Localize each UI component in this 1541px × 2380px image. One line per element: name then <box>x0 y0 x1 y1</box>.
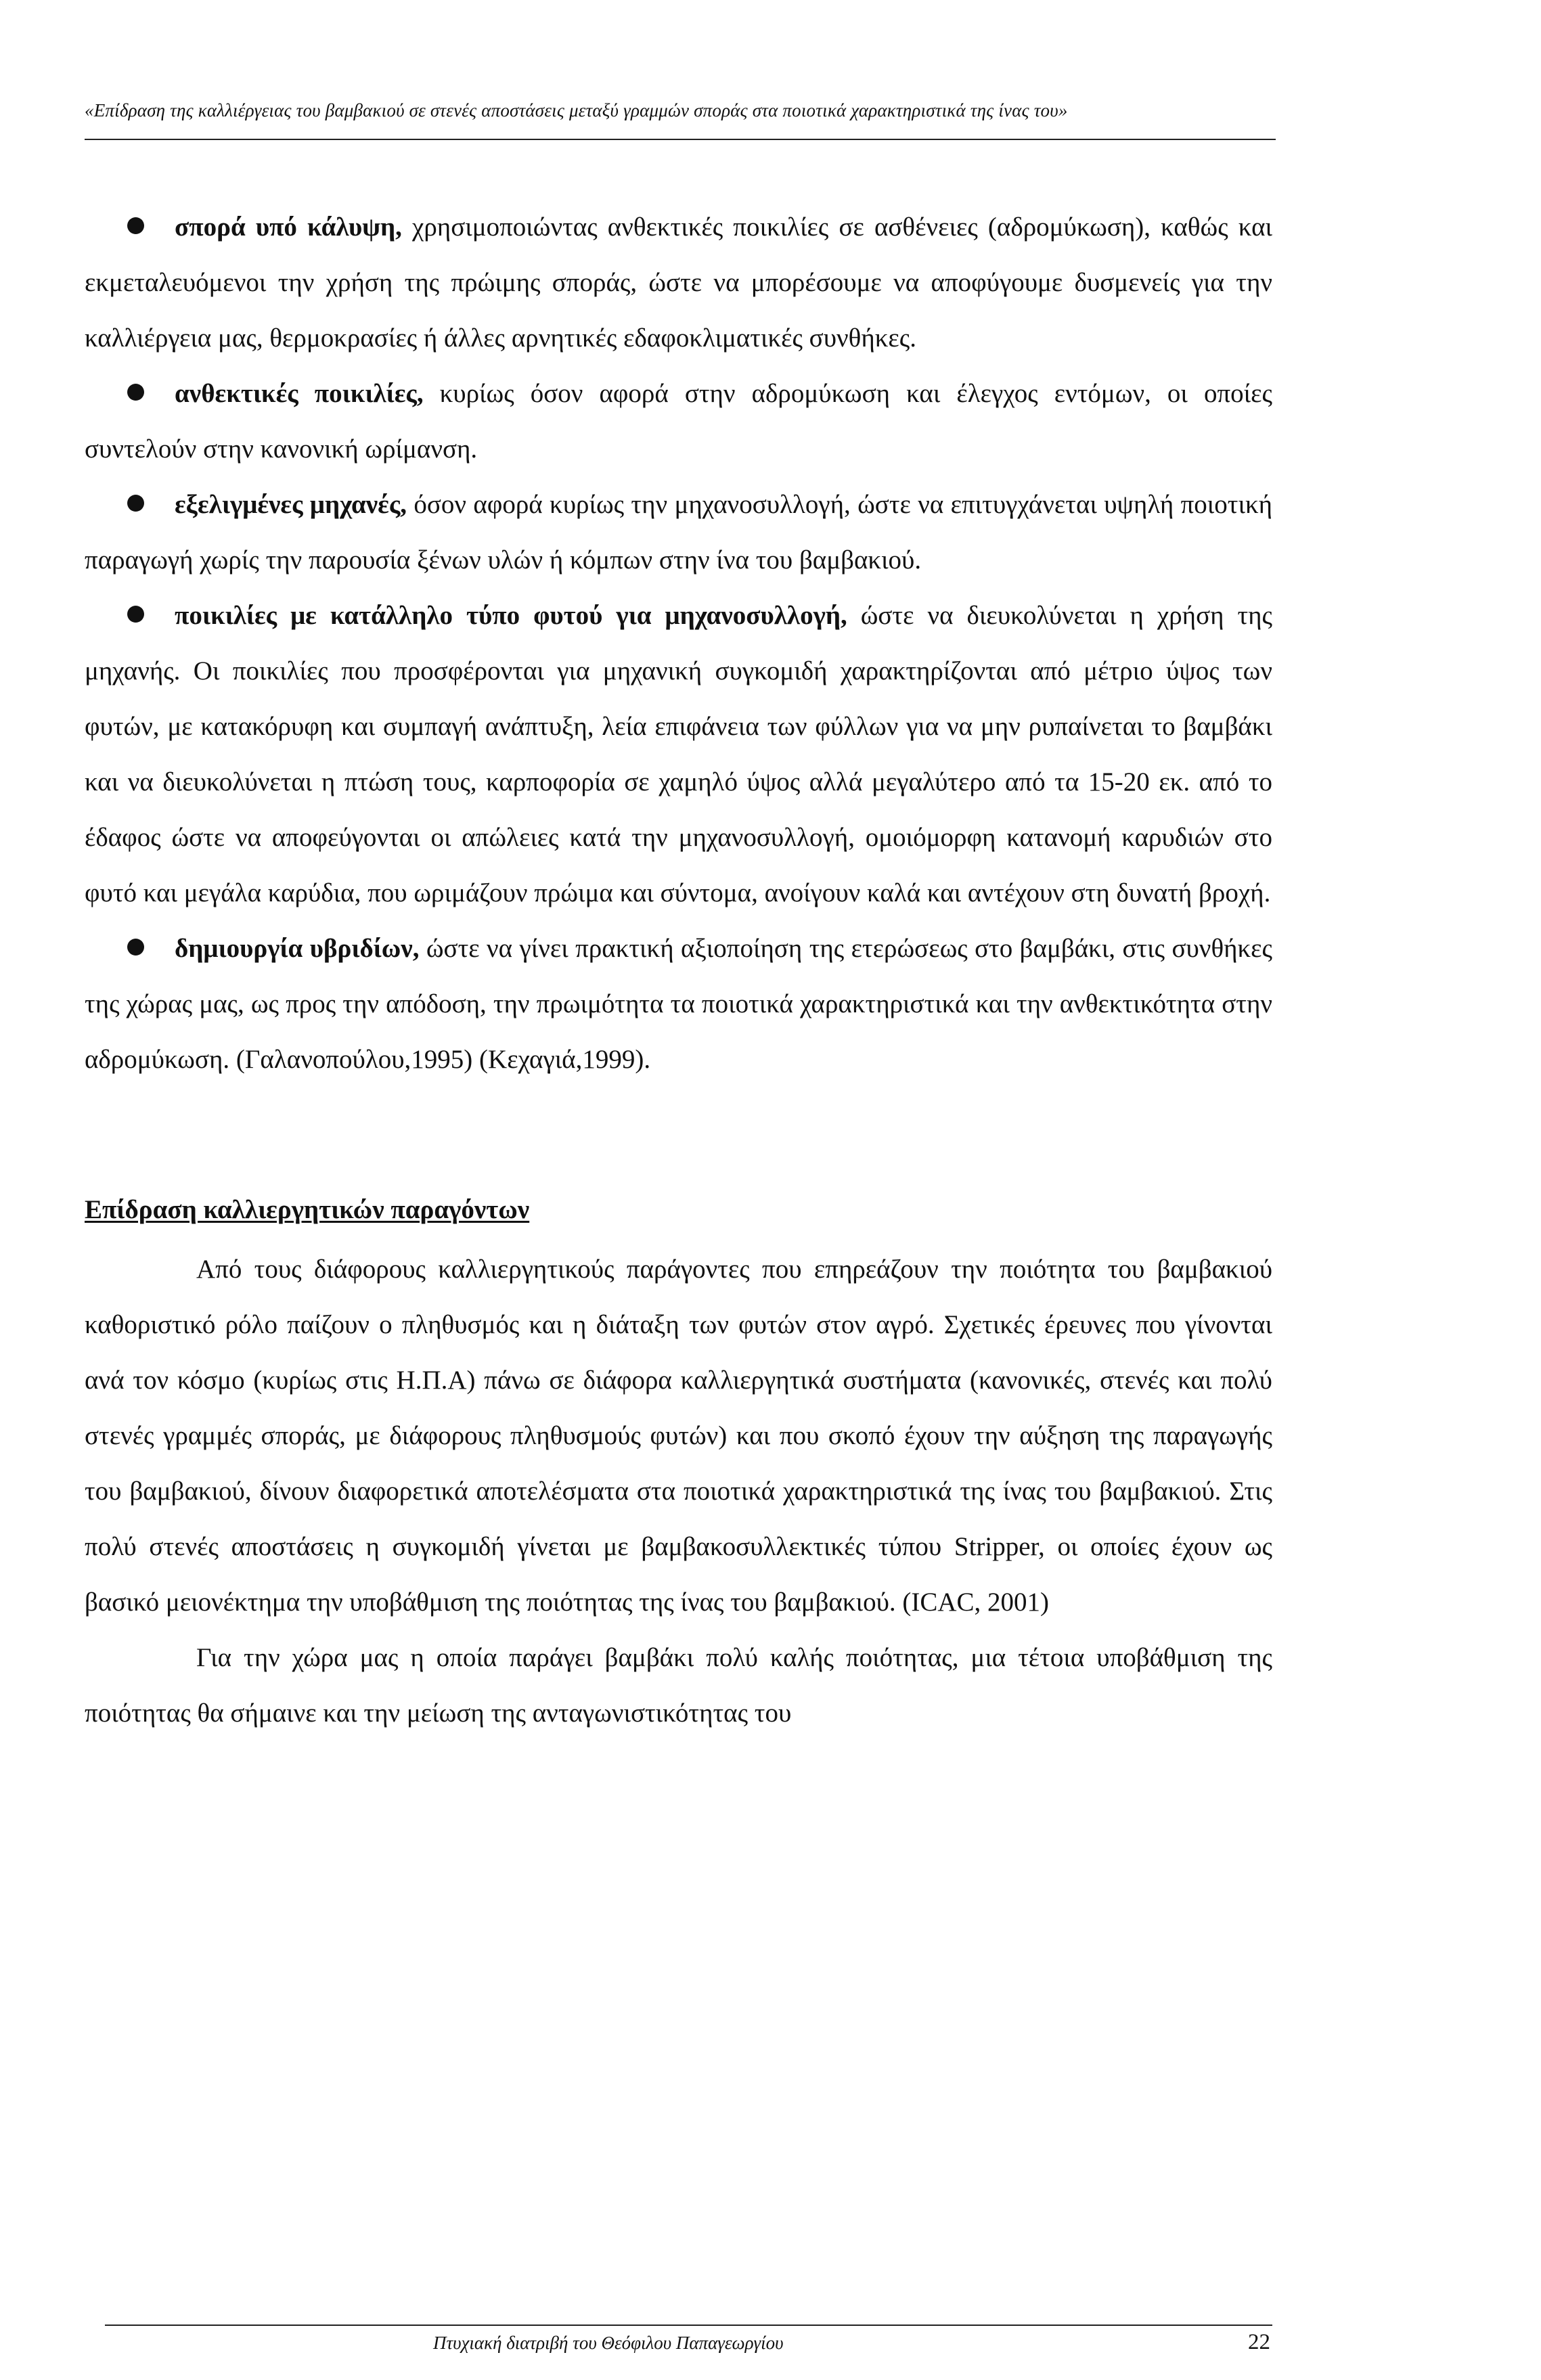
bullet-text: κυρίως όσον αφορά στην αδρομύκωση και έλεγχος εντόμων, οι οποίες συντελούν στην κανονική ωρίμανση. <box>85 379 1272 464</box>
body-paragraph-2: Για την χώρα μας η οποία παράγει βαμβάκι πολύ καλής ποιότητας, μια τέτοια υποβάθμιση της ποιότητας θα σήμαινε και την μείωση της ανταγωνιστικότητας του <box>85 1643 1272 1728</box>
bullet-text: ώστε να γίνει πρακτική αξιοποίηση της ετερώσεως στο βαμβάκι, στις συνθήκες της χώρας μας, ως προς την απόδοση, την πρωιμότητα τα ποιοτικά χαρακτηριστικά και την ανθεκτικότητα στην αδρομύκωση. (Γαλανοπούλου,1995) (Κεχαγιά,1999). <box>85 934 1272 1074</box>
bullet-text: όσον αφορά κυρίως την μηχανοσυλλογή, ώστε να επιτυγχάνεται υψηλή ποιοτική παραγωγή χωρίς την παρουσία ξένων υλών ή κόμπων στην ίνα του βαμβακιού. <box>85 490 1273 575</box>
bullet-term: εξελιγμένες μηχανές, <box>175 490 407 519</box>
bullet-item-3 <box>85 477 1272 588</box>
bullet-dot-icon <box>127 939 144 956</box>
footer-rule <box>105 2325 1272 2326</box>
page-content <box>85 200 1272 1741</box>
bullet-item-1 <box>85 200 1272 366</box>
bullet-dot-icon <box>127 495 144 512</box>
bullet-term: ανθεκτικές ποικιλίες, <box>175 379 424 408</box>
bullet-dot-icon <box>127 217 144 234</box>
bullet-term: σπορά υπό κάλυψη, <box>175 212 402 242</box>
header-rule <box>85 139 1276 140</box>
bullet-item-4 <box>85 588 1272 921</box>
page-number: 22 <box>1248 2330 1270 2354</box>
bullet-dot-icon <box>127 384 144 401</box>
bullet-item-5 <box>85 921 1272 1087</box>
section-heading: Επίδραση καλλιεργητικών παραγόντων <box>85 1195 530 1224</box>
body-paragraph-1: Από τους διάφορους καλλιεργητικούς παράγοντες που επηρεάζουν την ποιότητα του βαμβακιού καθοριστικό ρόλο παίζουν ο πληθυσμός και η διάταξη των φυτών στον αγρό. Σχετικές έρευνες που γίνονται ανά τον κόσμο (κυρίως στις Η.Π.Α) πάνω σε διάφορα καλλιεργητικά συστήματα (κανονικές, στενές και πολύ στενές γραμμές σποράς, με διάφορους πληθυσμούς φυτών) και που σκοπό έχουν την αύξηση της παραγωγής του βαμβακιού, δίνουν διαφορετικά αποτελέσματα στα ποιοτικά χαρακτηριστικά της ίνας του βαμβακιού. Στις πολύ στενές αποστάσεις η συγκομιδή γίνεται με βαμβακοσυλλεκτικές τύπου Stripper, οι οποίες έχουν ως βασικό μειονέκτημα την υποβάθμιση της ποιότητας της ίνας του βαμβακιού. (ICAC, 2001) <box>85 1255 1272 1617</box>
running-header: «Επίδραση της καλλιέργειας του βαμβακιού σε στενές αποστάσεις μεταξύ γραμμών σποράς στα ποιοτικά χαρακτηριστικά της ίνας του» <box>85 100 1068 120</box>
footer-author-line: Πτυχιακή διατριβή του Θεόφιλου Παπαγεωργίου <box>433 2333 784 2353</box>
bullet-term: ποικιλίες με κατάλληλο τύπο φυτού για μηχανοσυλλογή, <box>175 601 847 630</box>
bullet-dot-icon <box>127 606 144 623</box>
bullet-item-2 <box>85 366 1272 477</box>
bullet-term: δημιουργία υβριδίων, <box>175 934 420 963</box>
bullet-text: χρησιμοποιώντας ανθεκτικές ποικιλίες σε ασθένειες (αδρομύκωση), καθώς και εκμεταλευόμενοι την χρήση της πρώιμης σποράς, ώστε να μπορέσουμε να αποφύγουμε δυσμενείς για την καλλιέργεια μας, θερμοκρασίες ή άλλες αρνητικές εδαφοκλιματικές συνθήκες. <box>85 212 1272 353</box>
bullet-text: ώστε να διευκολύνεται η χρήση της μηχανής. Οι ποικιλίες που προσφέρονται για μηχανική συγκομιδή χαρακτηρίζονται από μέτριο ύψος των φυτών, με κατακόρυφη και συμπαγή ανάπτυξη, λεία επιφάνεια των φύλλων για να μην ρυπαίνεται το βαμβάκι και να διευκολύνεται η πτώση τους, καρποφορία σε χαμηλό ύψος αλλά μεγαλύτερο από τα 15-20 εκ. από το έδαφος ώστε να αποφεύγονται οι απώλειες κατά την μηχανοσυλλογή, ομοιόμορφη κατανομή καρυδιών στο φυτό και μεγάλα καρύδια, που ωριμάζουν πρώιμα και σύντομα, ανοίγουν καλά και αντέχουν στη δυνατή βροχή. <box>85 601 1273 907</box>
